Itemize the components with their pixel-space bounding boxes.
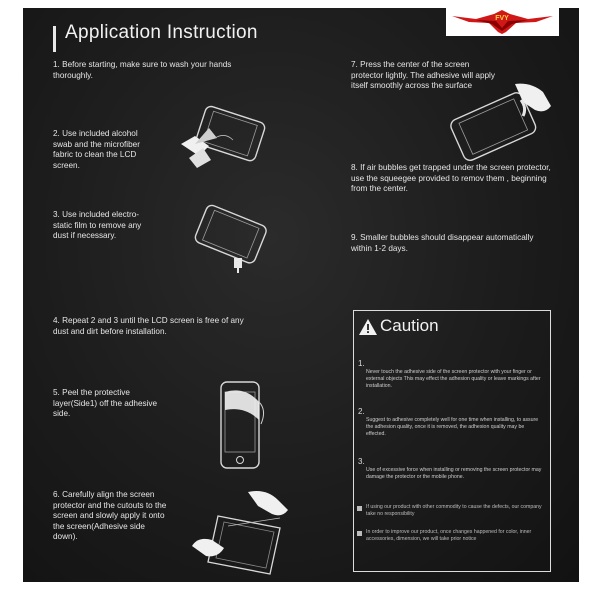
warning-icon: [358, 318, 378, 336]
step-6: 6. Carefully align the screen protector and the cutouts to the screen and slowly apply it onto the screen(Adhesive side down).: [53, 490, 167, 542]
step-2: 2. Use included alcohol swab and the microfiber fabric to clean the LCD screen.: [53, 129, 140, 170]
caution-item-2-number: 2.: [358, 407, 365, 416]
step-7: 7. Press the center of the screen protector lightly. The adhesive will apply itself smoothly across the surface: [351, 60, 495, 91]
caution-title: Caution: [380, 316, 439, 335]
step-1: 1. Before starting, make sure to wash your hands thoroughly.: [53, 60, 232, 80]
note-bullet-icon: [357, 506, 362, 511]
caution-note-2: In order to improve our product, once changes happened for color, inner accessories, dimension, we will take prior notice: [366, 529, 532, 542]
caution-item-1-number: 1.: [358, 359, 365, 368]
step-5: 5. Peel the protective layer(Side1) off the adhesive side.: [53, 388, 158, 419]
caution-box: [353, 310, 551, 572]
step-3: 3. Use included electro-static film to remove any dust if necessary.: [53, 210, 142, 241]
caution-item-3-text: Use of excessive force when installing or removing the screen protector may damage the protector or the mobile phone.: [366, 467, 542, 480]
title-bar-accent: [53, 26, 56, 52]
step-8: 8. If air bubbles get trapped under the screen protector, use the squeegee provided to remov them , beginning from the center.: [351, 163, 551, 194]
caution-note-1: If using our product with other commodity to cause the defects, our company take no responsibility: [366, 504, 542, 517]
step-9: 9. Smaller bubbles should disappear automatically within 1-2 days.: [351, 233, 534, 253]
phone-cleaning-illustration: [173, 98, 268, 178]
caution-item-1-text: Never touch the adhesive side of the screen protector with your finger or external objects This may effect the adhesion quality or leave markings after installation.: [366, 369, 541, 389]
caution-item-3-number: 3.: [358, 457, 365, 466]
step-4: 4. Repeat 2 and 3 until the LCD screen is free of any dust and dirt before installation.: [53, 316, 244, 336]
note-bullet-icon: [357, 531, 362, 536]
phone-dust-film-illustration: [188, 196, 273, 276]
phone-align-illustration: [188, 488, 293, 580]
brand-logo: [446, 8, 559, 36]
phone-press-illustration: [435, 78, 555, 168]
page-title: Application Instruction: [65, 22, 258, 43]
instruction-sheet: [23, 8, 579, 582]
logo-text: FVY: [495, 15, 509, 22]
caution-item-2-text: Suggest to adhesive completely well for one time when installing, to assure the adhesion quality, once it is removed, the adhesion quality may be effected.: [366, 417, 539, 437]
phone-peel-illustration: [215, 380, 273, 472]
